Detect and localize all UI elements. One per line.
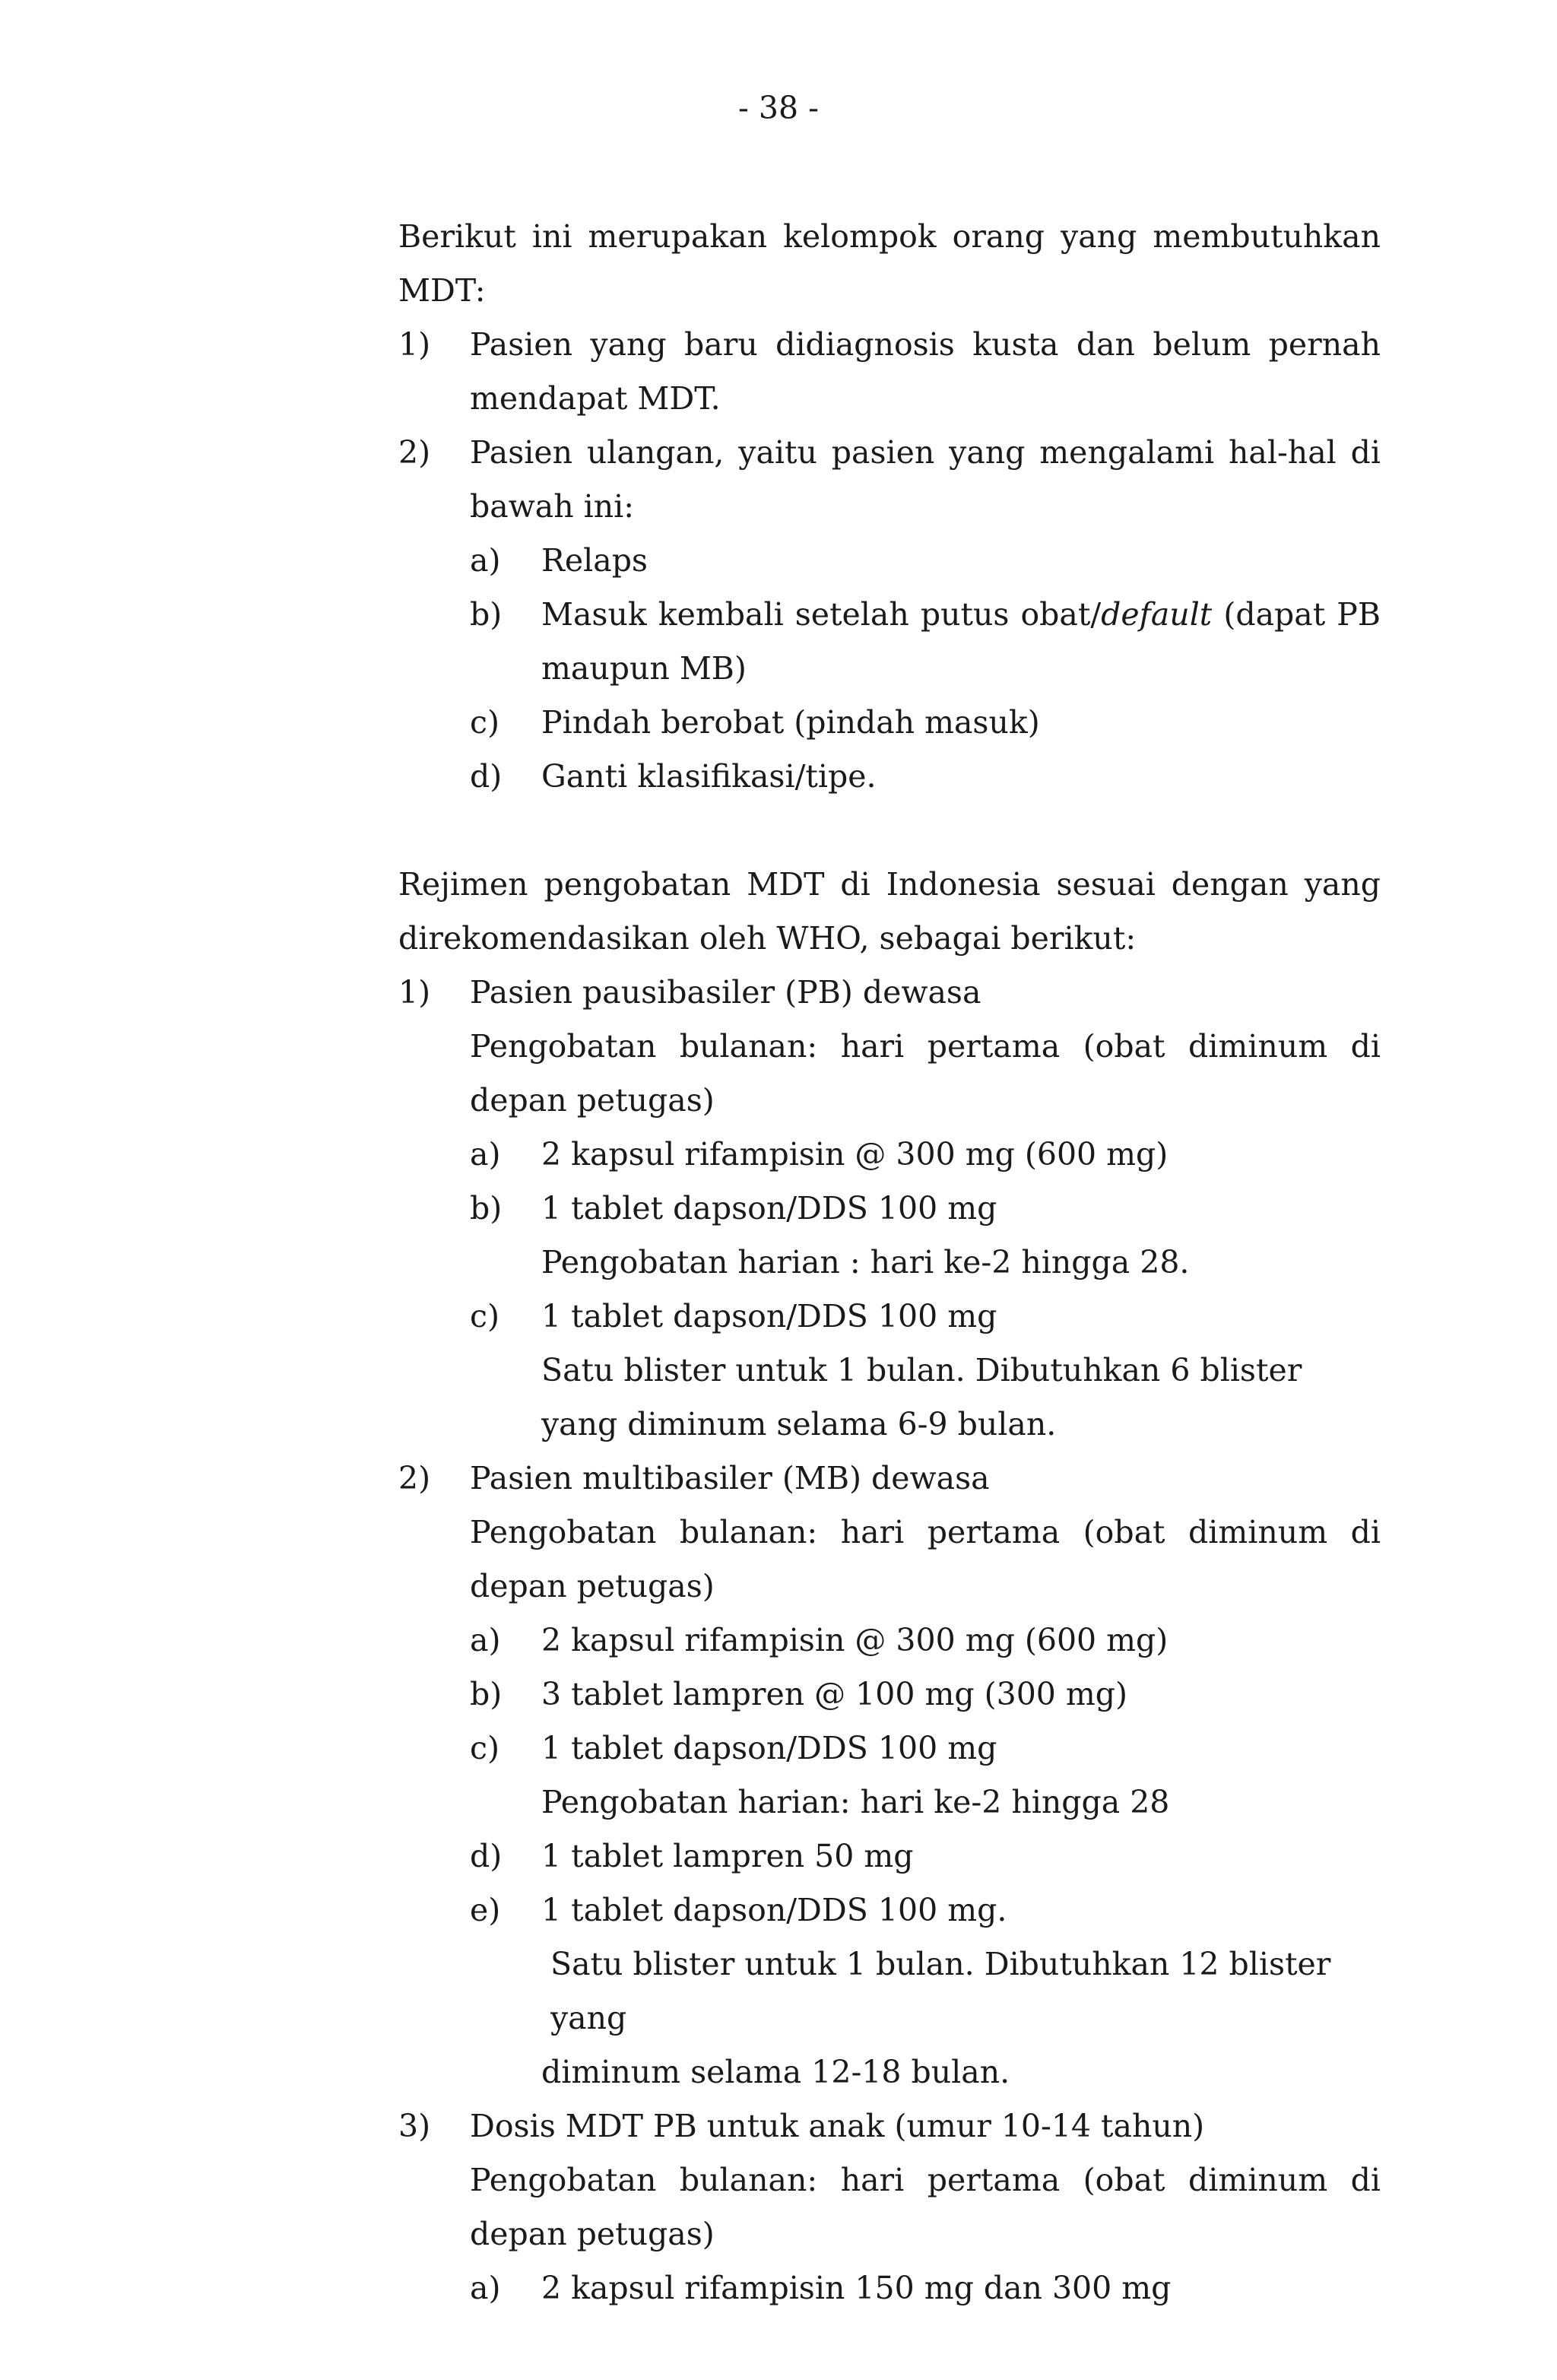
sub-list-letter: b) bbox=[470, 1190, 503, 1226]
sub-list-item bbox=[470, 696, 1381, 750]
blister-note-line1: Satu blister untuk 1 bulan. Dibutuhkan 12 blister yang bbox=[550, 1946, 1331, 2036]
sub-list-letter: b) bbox=[470, 596, 503, 633]
text-segment: Masuk kembali setelah putus obat/ bbox=[541, 596, 1102, 633]
sub-list-item bbox=[470, 1668, 1381, 1722]
blister-note: Satu blister untuk 1 bulan. Dibutuhkan 6 blister yang diminum selama 6-9 bulan. bbox=[541, 1352, 1302, 1442]
sub-list-letter: c) bbox=[470, 704, 499, 741]
sub-list-letter: a) bbox=[470, 1622, 501, 1658]
sub-list-letter: b) bbox=[470, 1676, 503, 1712]
list-text: Pasien yang baru didiagnosis kusta dan belum pernah mendapat MDT. bbox=[470, 326, 1381, 417]
list-item bbox=[398, 318, 1381, 426]
list-number: 3) bbox=[398, 2108, 431, 2144]
sub-list-letter: d) bbox=[470, 1838, 503, 1874]
sub-list-item bbox=[470, 1290, 1381, 1344]
list-title: Dosis MDT PB untuk anak (umur 10-14 tahun) bbox=[470, 2108, 1205, 2144]
sub-list-item bbox=[470, 1722, 1381, 1775]
sub-list-item bbox=[470, 1829, 1381, 1883]
sub-list-letter: c) bbox=[470, 1298, 499, 1334]
sub-list-letter: a) bbox=[470, 542, 501, 579]
sub-list-item bbox=[470, 588, 1381, 696]
list-text: Pasien ulangan, yaitu pasien yang mengalami hal-hal di bawah ini: bbox=[470, 434, 1381, 525]
list-item bbox=[398, 1452, 1381, 1506]
sub-list-text: Relaps bbox=[541, 542, 648, 579]
monthly-note: Pengobatan bulanan: hari pertama (obat diminum di depan petugas) bbox=[470, 2162, 1381, 2252]
sub-list-text: Ganti klasifikasi/tipe. bbox=[541, 758, 877, 795]
sub-list-item bbox=[470, 1883, 1381, 1937]
sub-list-text: 2 kapsul rifampisin 150 mg dan 300 mg bbox=[541, 2270, 1172, 2306]
sub-list-text: 1 tablet dapson/DDS 100 mg bbox=[541, 1298, 997, 1334]
list-title: Pasien pausibasiler (PB) dewasa bbox=[470, 974, 981, 1011]
list-item bbox=[398, 966, 1381, 1020]
sub-list-text: 1 tablet lampren 50 mg bbox=[541, 1838, 914, 1874]
sub-list-item bbox=[470, 1128, 1381, 1182]
blister-note-line2: diminum selama 12-18 bulan. bbox=[541, 2054, 1010, 2090]
text-segment: (dapat PB maupun MB) bbox=[541, 596, 1381, 687]
daily-note: Pengobatan harian : hari ke-2 hingga 28. bbox=[541, 1244, 1190, 1280]
monthly-note: Pengobatan bulanan: hari pertama (obat diminum di depan petugas) bbox=[470, 1514, 1381, 1604]
sub-list-text: Pindah berobat (pindah masuk) bbox=[541, 704, 1040, 741]
sub-list-letter: d) bbox=[470, 758, 503, 795]
sub-list-item bbox=[470, 1614, 1381, 1668]
sub-list-text: 1 tablet dapson/DDS 100 mg. bbox=[541, 1892, 1007, 1928]
italic-term: default bbox=[1101, 596, 1213, 633]
sub-list-text: 2 kapsul rifampisin @ 300 mg (600 mg) bbox=[541, 1136, 1169, 1173]
section1-intro: Berikut ini merupakan kelompok orang yang membutuhkan MDT: bbox=[398, 218, 1381, 309]
sub-list-text: 3 tablet lampren @ 100 mg (300 mg) bbox=[541, 1676, 1128, 1712]
sub-list-item bbox=[470, 534, 1381, 588]
sub-list-item bbox=[470, 750, 1381, 804]
sub-list-text bbox=[541, 588, 1381, 696]
sub-list-letter: e) bbox=[470, 1892, 501, 1928]
sub-list-text: 1 tablet dapson/DDS 100 mg bbox=[541, 1190, 997, 1226]
paragraph-gap bbox=[398, 804, 1381, 858]
page-number: - 38 - bbox=[738, 90, 819, 126]
document-body bbox=[398, 210, 1381, 2315]
sub-list-letter: c) bbox=[470, 1730, 499, 1766]
list-item bbox=[398, 2099, 1381, 2153]
list-number: 1) bbox=[398, 326, 431, 363]
daily-note: Pengobatan harian: hari ke-2 hingga 28 bbox=[541, 1784, 1170, 1820]
list-item bbox=[398, 426, 1381, 534]
sub-list-text: 1 tablet dapson/DDS 100 mg bbox=[541, 1730, 997, 1766]
sub-list-item bbox=[470, 2261, 1381, 2315]
sub-list-text: 2 kapsul rifampisin @ 300 mg (600 mg) bbox=[541, 1622, 1169, 1658]
sub-list-letter: a) bbox=[470, 1136, 501, 1173]
section2-intro: Rejimen pengobatan MDT di Indonesia sesuai dengan yang direkomendasikan oleh WHO, sebagai berikut: bbox=[398, 866, 1381, 957]
list-title: Pasien multibasiler (MB) dewasa bbox=[470, 1460, 990, 1496]
list-number: 2) bbox=[398, 434, 431, 471]
sub-list-item bbox=[470, 1182, 1381, 1236]
list-number: 1) bbox=[398, 974, 431, 1011]
sub-list-letter: a) bbox=[470, 2270, 501, 2306]
list-number: 2) bbox=[398, 1460, 431, 1496]
monthly-note: Pengobatan bulanan: hari pertama (obat diminum di depan petugas) bbox=[470, 1028, 1381, 1119]
